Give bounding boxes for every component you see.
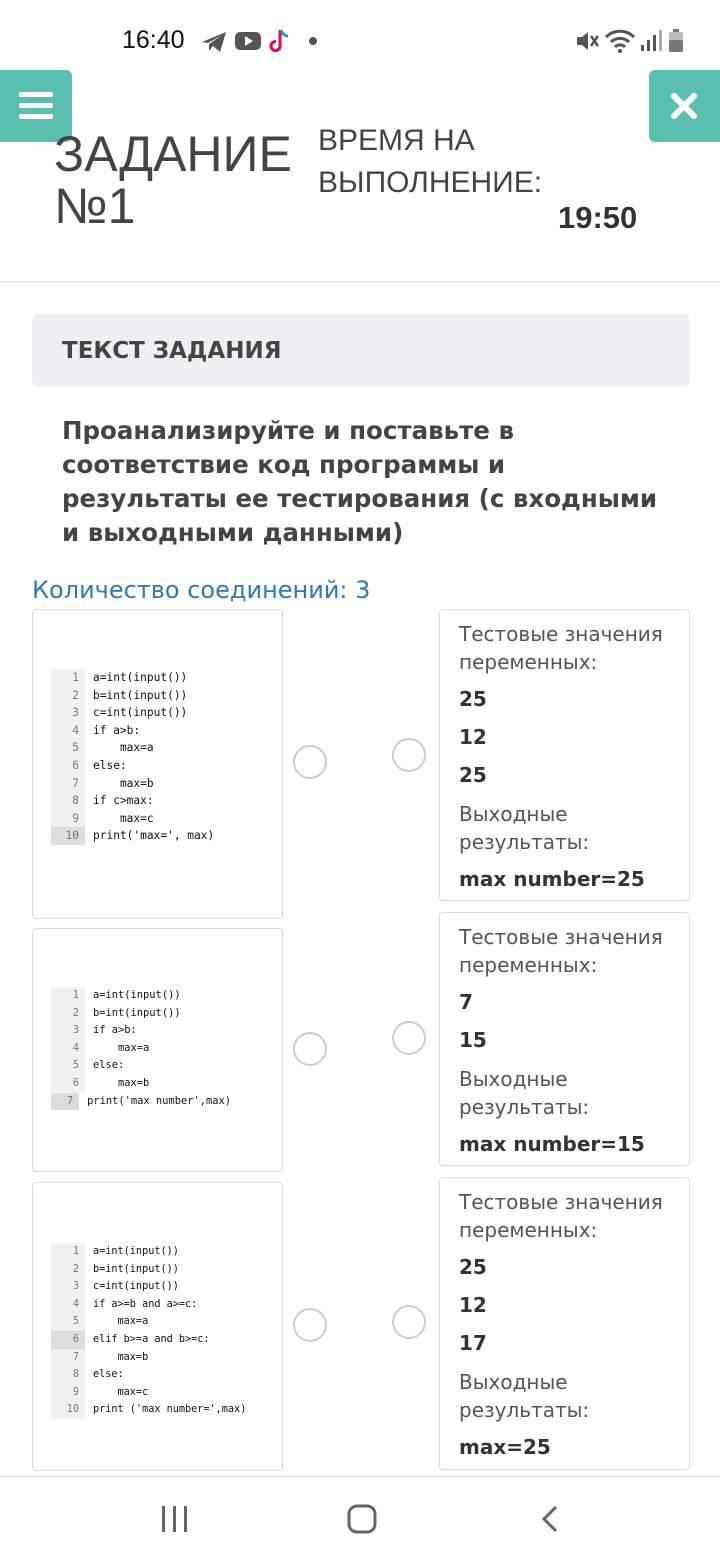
line-number: 10 xyxy=(51,1401,85,1419)
code-card-3[interactable] xyxy=(32,1182,283,1471)
right-connector-2[interactable] xyxy=(392,1021,426,1055)
line-number: 5 xyxy=(51,1313,85,1331)
code-line xyxy=(51,669,265,687)
status-time: 16:40 xyxy=(122,26,185,54)
timer-value: 19:50 xyxy=(558,200,638,235)
line-number: 8 xyxy=(51,1366,85,1384)
code-text: max=b xyxy=(93,1076,150,1089)
test-value: 25 xyxy=(459,1255,487,1279)
code-line xyxy=(51,1366,251,1384)
code-card-1[interactable] xyxy=(32,609,283,919)
tiktok-icon xyxy=(268,27,292,55)
code-line xyxy=(51,987,231,1005)
test-value: 25 xyxy=(459,763,487,787)
line-number: 4 xyxy=(51,1040,85,1058)
mute-icon xyxy=(574,28,600,54)
code-line xyxy=(51,1075,231,1093)
connections-count: Количество соединений: 3 xyxy=(32,576,371,604)
test-value: 12 xyxy=(459,1293,487,1317)
code-text: max=b xyxy=(93,776,154,790)
code-line xyxy=(51,1313,251,1331)
code-text: max=a xyxy=(93,1041,150,1054)
code-text: a=int(input()) xyxy=(93,989,181,1001)
task-title-line2: №1 xyxy=(54,178,136,234)
code-line xyxy=(51,1296,251,1314)
code-line xyxy=(51,792,265,810)
code-line xyxy=(51,1384,251,1402)
result-card-1[interactable] xyxy=(439,609,690,901)
line-number: 4 xyxy=(51,1296,85,1314)
code-text: else: xyxy=(93,1369,124,1381)
line-number: 5 xyxy=(51,1057,85,1075)
line-number: 3 xyxy=(51,1278,85,1296)
home-icon[interactable] xyxy=(346,1503,378,1535)
code-text: if c>max: xyxy=(93,794,154,808)
task-title-line1: ЗАДАНИЕ xyxy=(54,126,292,182)
code-line xyxy=(51,722,265,740)
system-nav-bar xyxy=(0,1476,720,1561)
code-text: max=b xyxy=(93,1351,149,1363)
test-value: 12 xyxy=(459,725,487,749)
code-text: max=c xyxy=(93,1386,149,1398)
line-number: 7 xyxy=(51,1349,85,1367)
line-number: 9 xyxy=(51,810,85,828)
code-text: if a>b: xyxy=(93,1024,137,1037)
code-line xyxy=(51,775,265,793)
code-text: if a>=b and a>=c: xyxy=(93,1298,198,1310)
code-line xyxy=(51,1040,231,1058)
recent-apps-icon[interactable] xyxy=(160,1505,190,1533)
signal-icon xyxy=(640,28,662,52)
result-card-2[interactable] xyxy=(439,912,690,1166)
line-number: 6 xyxy=(51,1331,85,1349)
code-text: max=c xyxy=(93,811,154,825)
wifi-icon xyxy=(604,28,636,54)
battery-icon xyxy=(668,28,686,54)
left-connector-2[interactable] xyxy=(293,1032,327,1066)
hamburger-icon-bar xyxy=(19,103,53,108)
code-text: else: xyxy=(93,758,127,772)
code-line xyxy=(51,704,265,722)
line-number: 1 xyxy=(51,1243,85,1261)
line-number: 4 xyxy=(51,722,85,740)
code-text: elif b>=a and b>=c: xyxy=(93,1333,210,1345)
code-card-2[interactable] xyxy=(32,928,283,1172)
task-text-header-label: ТЕКСТ ЗАДАНИЯ xyxy=(62,338,282,364)
code-line xyxy=(51,1261,251,1279)
test-values-label: Тестовые значения переменных: xyxy=(459,1190,663,1242)
right-connector-3[interactable] xyxy=(392,1305,426,1339)
code-line xyxy=(51,1278,251,1296)
output-label: Выходные результаты: xyxy=(459,1370,590,1422)
code-line xyxy=(51,1005,231,1023)
code-text: b=int(input()) xyxy=(93,1006,181,1019)
line-number: 2 xyxy=(51,1005,85,1023)
code-line xyxy=(51,1401,251,1419)
line-number: 2 xyxy=(51,687,85,705)
code-text: c=int(input()) xyxy=(93,706,188,720)
code-text: max=a xyxy=(93,1316,149,1328)
code-snippet-3 xyxy=(51,1243,251,1419)
code-snippet-2 xyxy=(51,987,231,1110)
close-icon xyxy=(670,92,698,120)
output-label: Выходные результаты: xyxy=(459,802,590,854)
output-label: Выходные результаты: xyxy=(459,1067,590,1119)
code-line xyxy=(51,1093,231,1111)
divider xyxy=(0,281,720,282)
code-line xyxy=(51,1349,251,1367)
status-bar xyxy=(0,0,720,84)
line-number: 3 xyxy=(51,704,85,722)
code-text: a=int(input()) xyxy=(93,671,188,684)
code-line xyxy=(51,1022,231,1040)
code-text: print('max=', max) xyxy=(93,829,215,843)
time-label xyxy=(318,120,542,204)
output-result: max number=25 xyxy=(459,867,645,891)
code-text: c=int(input()) xyxy=(93,1281,179,1293)
close-button[interactable] xyxy=(649,70,720,142)
code-line xyxy=(51,739,265,757)
left-connector-1[interactable] xyxy=(293,745,327,779)
question-text: Проанализируйте и поставьте в соответствие код программы и результаты ее тестирования (с входными и выходными данными) xyxy=(62,416,658,547)
output-result: max number=15 xyxy=(459,1132,645,1156)
hamburger-icon-bar xyxy=(19,114,53,119)
time-label-line1: ВРЕМЯ НА xyxy=(318,124,475,157)
code-snippet-1 xyxy=(51,669,265,845)
code-text: print('max number',max) xyxy=(87,1094,231,1107)
test-values-label: Тестовые значения переменных: xyxy=(459,622,663,674)
code-line xyxy=(51,757,265,775)
telegram-icon xyxy=(200,30,228,54)
result-card-3[interactable] xyxy=(439,1177,690,1470)
code-line xyxy=(51,687,265,705)
test-value: 25 xyxy=(459,687,487,711)
line-number: 1 xyxy=(51,669,85,687)
time-label-line2: ВЫПОЛНЕНИЕ: xyxy=(318,166,543,199)
code-text: a=int(input()) xyxy=(93,1246,179,1257)
task-title xyxy=(54,128,292,232)
line-number: 1 xyxy=(51,987,85,1005)
code-line xyxy=(51,810,265,828)
line-number: 6 xyxy=(51,1075,85,1093)
back-icon[interactable] xyxy=(538,1504,562,1534)
code-text: b=int(input()) xyxy=(93,688,188,702)
line-number: 2 xyxy=(51,1261,85,1279)
hamburger-icon-bar xyxy=(19,92,53,97)
code-text: else: xyxy=(93,1059,125,1072)
line-number: 9 xyxy=(51,1384,85,1402)
test-value: 17 xyxy=(459,1331,487,1355)
line-number: 8 xyxy=(51,792,85,810)
output-result: max=25 xyxy=(459,1435,551,1459)
code-text: b=int(input()) xyxy=(93,1263,179,1275)
code-text: max=a xyxy=(93,741,154,755)
line-number: 6 xyxy=(51,757,85,775)
test-value: 15 xyxy=(459,1028,487,1052)
line-number: 5 xyxy=(51,739,85,757)
test-value: 7 xyxy=(459,990,473,1014)
dot-icon xyxy=(308,36,318,46)
youtube-icon xyxy=(234,30,262,52)
task-text-header xyxy=(32,314,690,387)
code-line xyxy=(51,827,265,845)
code-line xyxy=(51,1331,251,1349)
code-line xyxy=(51,1243,251,1261)
test-values-label: Тестовые значения переменных: xyxy=(459,925,663,977)
line-number: 3 xyxy=(51,1022,85,1040)
line-number: 7 xyxy=(51,1093,79,1111)
right-connector-1[interactable] xyxy=(392,738,426,772)
line-number: 7 xyxy=(51,775,85,793)
line-number: 10 xyxy=(51,827,85,845)
left-connector-3[interactable] xyxy=(293,1308,327,1342)
code-line xyxy=(51,1057,231,1075)
code-text: if a>b: xyxy=(93,723,141,737)
code-text: print ('max number=',max) xyxy=(93,1404,247,1416)
